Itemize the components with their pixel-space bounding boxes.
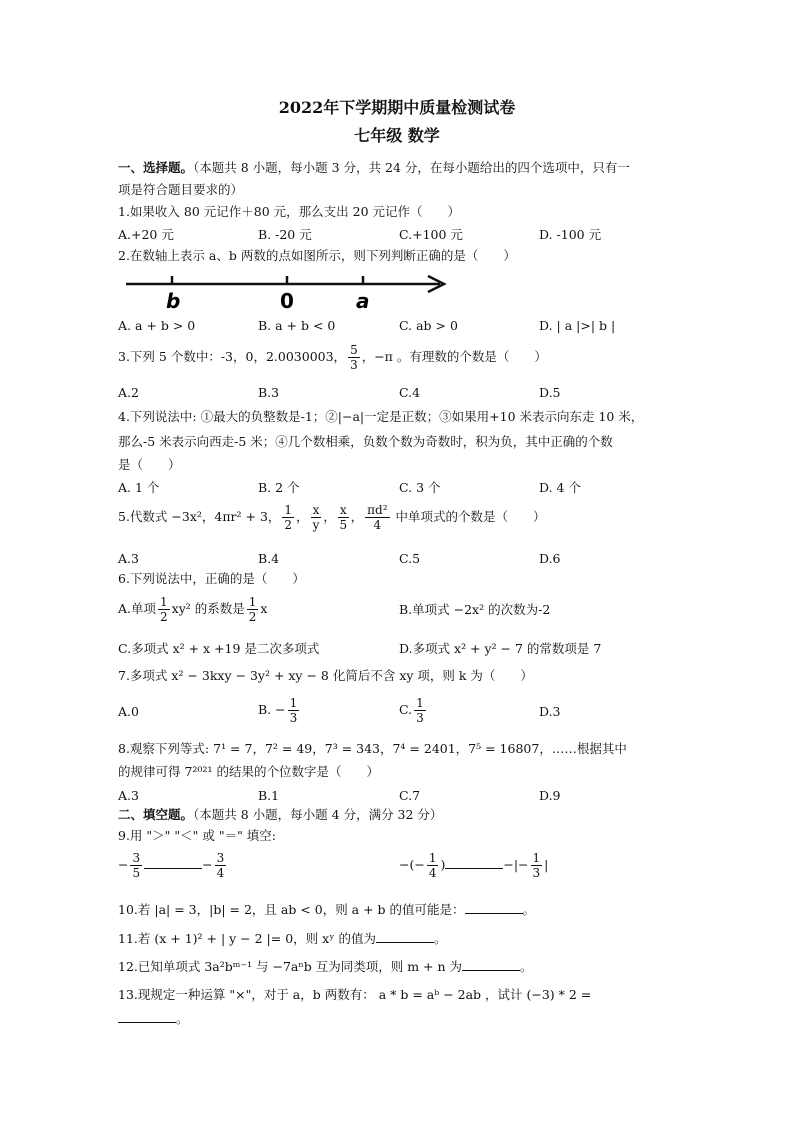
- q6-a-frac-1-num: 1: [160, 595, 168, 609]
- label-0: 0: [280, 289, 294, 313]
- q4-option-c: C. 3 个: [399, 480, 441, 495]
- q6-a-mid: xy² 的系数是: [171, 601, 245, 616]
- q3-stem: [118, 344, 547, 371]
- q3-option-d: D.5: [539, 385, 561, 400]
- q9-left-frac-a-den: 5: [132, 866, 141, 880]
- q8-option-c: C.7: [399, 788, 421, 803]
- label-b: b: [166, 289, 181, 313]
- q5-option-b: B.4: [258, 551, 280, 566]
- q9-right-abs: −|−: [503, 857, 529, 872]
- q10-answer-blank[interactable]: [465, 903, 523, 914]
- label-a: a: [356, 289, 370, 313]
- q5-frac-2-den: y: [312, 518, 320, 532]
- exam-subtitle: 七年级 数学: [354, 126, 440, 145]
- q12: [118, 960, 533, 974]
- q4-option-b: B. 2 个: [258, 480, 300, 495]
- q7-option-d: D.3: [539, 704, 561, 719]
- q1-stem: 1.如果收入 80 元记作＋80 元，那么支出 20 元记作（ ）: [118, 204, 461, 219]
- q9-right-end: |: [544, 857, 549, 872]
- q11-end: 。: [433, 931, 447, 946]
- section1-note-cont: 项是符合题目要求的）: [118, 182, 244, 197]
- q9-left-expression: − $\frac{3}{5}$ − $\frac{3}{4}$: [118, 851, 225, 880]
- q9-left-frac-a-num: 3: [132, 851, 141, 865]
- q6-a-frac-1: [158, 596, 170, 623]
- q5-stem: 5.代数式 −3x²，4πr² + 3， $\frac{1}{2}$ ， $\frac{x}{y}$ ， $\frac{x}{5}$ ， $\frac{\text{πd²}}{4}$ 中单项式的个数是（ ）: [118, 503, 546, 532]
- q9-right-answer-blank[interactable]: [445, 858, 503, 869]
- q3-frac-den: 3: [350, 358, 358, 372]
- q9-right-pre: −(−: [399, 857, 425, 872]
- q3-stem-post: ，−π 。有理数的个数是（ ）: [361, 349, 547, 364]
- q5-option-d: D.6: [539, 551, 561, 566]
- q2-stem: 2.在数轴上表示 a、b 两数的点如图所示，则下列判断正确的是（ ）: [118, 248, 516, 263]
- q3-frac-num: 5: [350, 343, 358, 357]
- q1-option-a: A.+20 元: [118, 227, 174, 242]
- q5-option-c: C.5: [399, 551, 421, 566]
- q5-frac-2-num: x: [312, 503, 320, 517]
- section2-heading-line: [118, 809, 442, 822]
- q4-line1: 4.下列说法中: ①最大的负整数是-1；②|−a|一定是正数；③如果用+10 米表示向东走 10 米，: [118, 409, 644, 424]
- section1-heading: 一、选择题。: [118, 160, 194, 175]
- q6-a-frac-2-num: 1: [248, 595, 257, 609]
- q5-frac-4-den: 4: [373, 518, 382, 532]
- q9-left-frac-b: [215, 852, 227, 879]
- q9-left-answer-blank[interactable]: [144, 858, 202, 869]
- q6-option-a: [118, 596, 267, 623]
- q8-option-d: D.9: [539, 788, 561, 803]
- q6-a-post: x: [260, 601, 268, 616]
- q12-answer-blank[interactable]: [462, 960, 520, 971]
- q2-option-c: C. ab > 0: [399, 318, 458, 333]
- q1-option-d: D. -100 元: [539, 227, 602, 242]
- q9-right-frac-b: [531, 852, 543, 879]
- q5-frac-1-den: 2: [284, 518, 293, 532]
- q5-frac-1-num: 1: [284, 503, 293, 517]
- q9-right-frac-b-den: 3: [532, 866, 541, 880]
- q6-a-frac-2: [247, 596, 259, 623]
- q8-option-b: B.1: [258, 788, 280, 803]
- q5-frac-4: [365, 504, 389, 531]
- section1-heading-line: [118, 162, 630, 175]
- q7-b-frac: [288, 697, 300, 724]
- q6-option-c: C.多项式 x² + x +19 是二次多项式: [118, 641, 320, 656]
- q4-line3: 是（ ）: [118, 457, 181, 472]
- q6-option-d: D.多项式 x² + y² − 7 的常数项是 7: [399, 641, 602, 656]
- q3-fraction: [348, 344, 360, 371]
- q6-a-frac-2-den: 2: [248, 610, 257, 624]
- section2-heading: 二、填空题。: [118, 807, 194, 822]
- q11-text: 11.若 (x + 1)² + | y − 2 |= 0，则 xʸ 的值为: [118, 931, 376, 946]
- q6-a-pre: A.单项: [118, 601, 157, 616]
- q7-b-frac-den: 3: [289, 711, 298, 725]
- section1-note: （本题共 8 小题，每小题 3 分，共 24 分，在每小题给出的四个选项中，只有一: [193, 160, 630, 175]
- section2-note: （本题共 8 小题，每小题 4 分，满分 32 分）: [193, 807, 443, 822]
- q9-right-frac-a-num: 1: [428, 851, 437, 865]
- q8-option-a: A.3: [118, 788, 139, 803]
- q1-option-b: B. -20 元: [258, 227, 312, 242]
- q5-frac-3: [338, 504, 349, 531]
- q6-stem: 6.下列说法中，正确的是（ ）: [118, 571, 305, 586]
- q9-right-mid: ): [440, 857, 446, 872]
- q1-option-c: C.+100 元: [399, 227, 463, 242]
- q7-option-a: A.0: [118, 704, 139, 719]
- q5-stem-pre: 5.代数式 −3x²，4πr² + 3，: [118, 509, 281, 524]
- q10-text: 10.若 |a| = 3，|b| = 2，且 ab < 0，则 a + b 的值可能是：: [118, 902, 465, 917]
- q9-left-frac-b-den: 4: [216, 866, 225, 880]
- q2-option-b: B. a + b < 0: [258, 318, 336, 333]
- q7-c-frac-num: 1: [416, 696, 424, 710]
- q3-option-a: A.2: [118, 385, 139, 400]
- q5-frac-3-den: 5: [339, 518, 348, 532]
- q8-line1: 8.观察下列等式: 7¹ = 7，7² = 49，7³ = 343，7⁴ = 2401，7⁵ = 16807，……根据其中: [118, 741, 627, 756]
- q2-option-d: D. | a |>| b |: [539, 318, 616, 333]
- q7-stem: 7.多项式 x² − 3kxy − 3y² + xy − 8 化简后不含 xy 项，则 k 为（ ）: [118, 668, 533, 683]
- q7-b-pre: B. −: [258, 702, 286, 717]
- q5-option-a: A.3: [118, 551, 139, 566]
- q2-option-a: A. a + b > 0: [118, 318, 196, 333]
- q5-frac-4-num: πd²: [367, 503, 388, 517]
- q9-left-frac-b-num: 3: [216, 851, 225, 865]
- q11: [118, 932, 446, 946]
- q12-text: 12.已知单项式 3a²bᵐ⁻¹ 与 −7aⁿb 互为同类项，则 m + n 为: [118, 959, 463, 974]
- q9-stem: 9.用 "＞" "＜" 或 "＝" 填空:: [118, 828, 277, 843]
- q9-right-frac-b-num: 1: [532, 851, 541, 865]
- q4-option-d: D. 4 个: [539, 480, 581, 495]
- exam-title: 2022年下学期期中质量检测试卷: [278, 98, 516, 117]
- q7-option-c: [399, 697, 428, 724]
- q5-stem-post: 中单项式的个数是（ ）: [391, 509, 546, 524]
- q6-a-frac-1-den: 2: [160, 610, 168, 624]
- number-line-figure: [124, 270, 454, 315]
- q9-left-frac-a: [130, 852, 142, 879]
- q11-answer-blank[interactable]: [376, 932, 434, 943]
- q4-option-a: A. 1 个: [118, 480, 160, 495]
- q7-c-frac: [414, 697, 426, 724]
- q5-frac-3-num: x: [339, 503, 347, 517]
- q3-option-b: B.3: [258, 385, 280, 400]
- q10-end: 。: [522, 902, 536, 917]
- q8-line2: 的规律可得 7²⁰²¹ 的结果的个位数字是（ ）: [118, 764, 379, 779]
- q10: [118, 903, 535, 917]
- q5-frac-2: [311, 504, 322, 531]
- q7-c-pre: C.: [399, 702, 413, 717]
- q4-line2: 那么-5 米表示向西走-5 米；④几个数相乘，负数个数为奇数时，积为负，其中正确的个数: [118, 434, 613, 449]
- q13-line1: 13.现规定一种运算 "×"，对于 a，b 两数有： a * b = aᵇ − 2ab ，试计 (−3) * 2 =: [118, 987, 592, 1002]
- q5-frac-1: [282, 504, 294, 531]
- q7-c-frac-den: 3: [416, 711, 424, 725]
- q9-right-frac-a-den: 4: [428, 866, 437, 880]
- q13-line2: [118, 1012, 189, 1026]
- q9-right-expression: [399, 852, 548, 879]
- q9-right-frac-a: [427, 852, 439, 879]
- q7-b-frac-num: 1: [289, 696, 298, 710]
- q3-option-c: C.4: [399, 385, 421, 400]
- q6-option-b: B.单项式 −2x² 的次数为-2: [399, 602, 551, 617]
- q12-end: 。: [520, 959, 533, 974]
- q7-option-b: [258, 697, 301, 724]
- q13-answer-blank[interactable]: [118, 1012, 176, 1023]
- q13-end: 。: [176, 1011, 189, 1026]
- q3-stem-pre: 3.下列 5 个数中：-3，0，2.0030003，: [118, 349, 347, 364]
